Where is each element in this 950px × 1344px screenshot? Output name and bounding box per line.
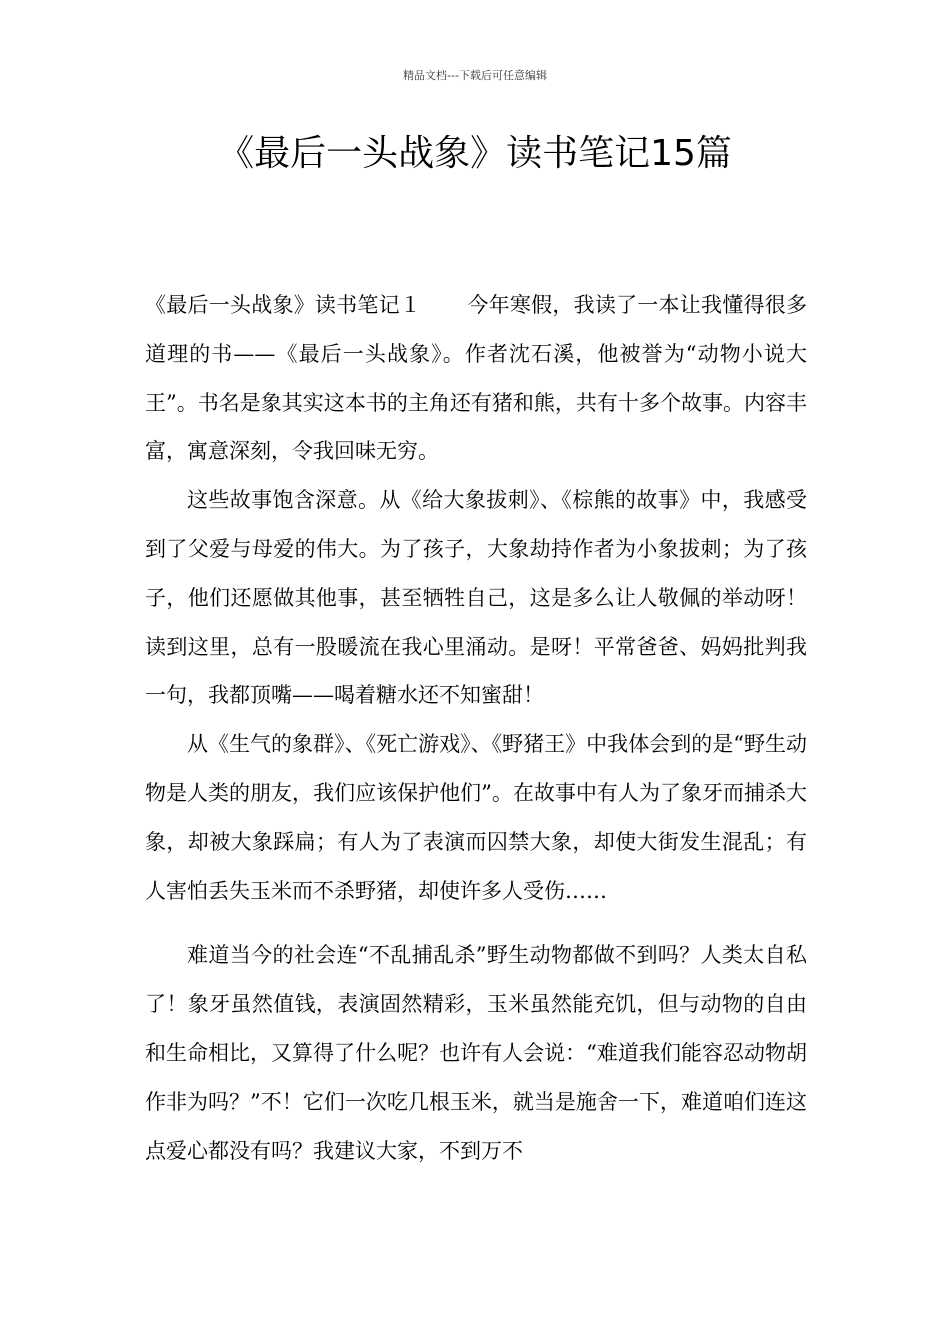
paragraph-3: 从《生气的象群》、《死亡游戏》、《野猪王》中我体会到的是“野生动物是人类的朋友，我们应该保护他们”。在故事中有人为了象牙而捕杀大象，却被大象踩扁；有人为了表演而囚禁大象，却使大街发生混乱；有人害怕丢失玉米而不杀野猪，却使许多人受伤…… xyxy=(145,732,807,903)
section-heading: 《最后一头战象》读书笔记１ xyxy=(145,293,422,317)
paragraph-spacer xyxy=(145,915,807,931)
paragraph-4: 难道当今的社会连“不乱捕乱杀”野生动物都做不到吗？人类太自私了！象牙虽然值钱，表演固然精彩，玉米虽然能充饥，但与动物的自由和生命相比，又算得了什么呢？也许有人会说：“难道我们能容忍动物胡作非为吗？”不！它们一次吃几根玉米，就当是施舍一下，难道咱们连这点爱心都没有吗？我建议大家，不到万不 xyxy=(145,943,807,1163)
document-body xyxy=(145,281,807,1175)
header-note: 精品文档---下载后可任意编辑 xyxy=(403,69,547,82)
paragraph-1 xyxy=(145,281,807,476)
paragraph-text: 今年寒假，我读了一本让我懂得很多道理的书——《最后一头战象》。作者沈石溪，他被誉为“动物小说大王”。书名是象其实这本书的主角还有猪和熊，共有十多个故事。内容丰富，寓意深刻，令我回味无穷。 xyxy=(145,293,808,464)
paragraph-2: 这些故事饱含深意。从《给大象拔刺》、《棕熊的故事》中，我感受到了父爱与母爱的伟大。为了孩子，大象劫持作者为小象拔刺；为了孩子，他们还愿做其他事，甚至牺牲自己，这是多么让人敬佩的举动呀！读到这里，总有一股暖流在我心里涌动。是呀！平常爸爸、妈妈批判我一句，我都顶嘴——喝着糖水还不知蜜甜！ xyxy=(145,488,807,708)
document-title: 《最后一头战象》读书笔记15篇 xyxy=(218,133,732,174)
